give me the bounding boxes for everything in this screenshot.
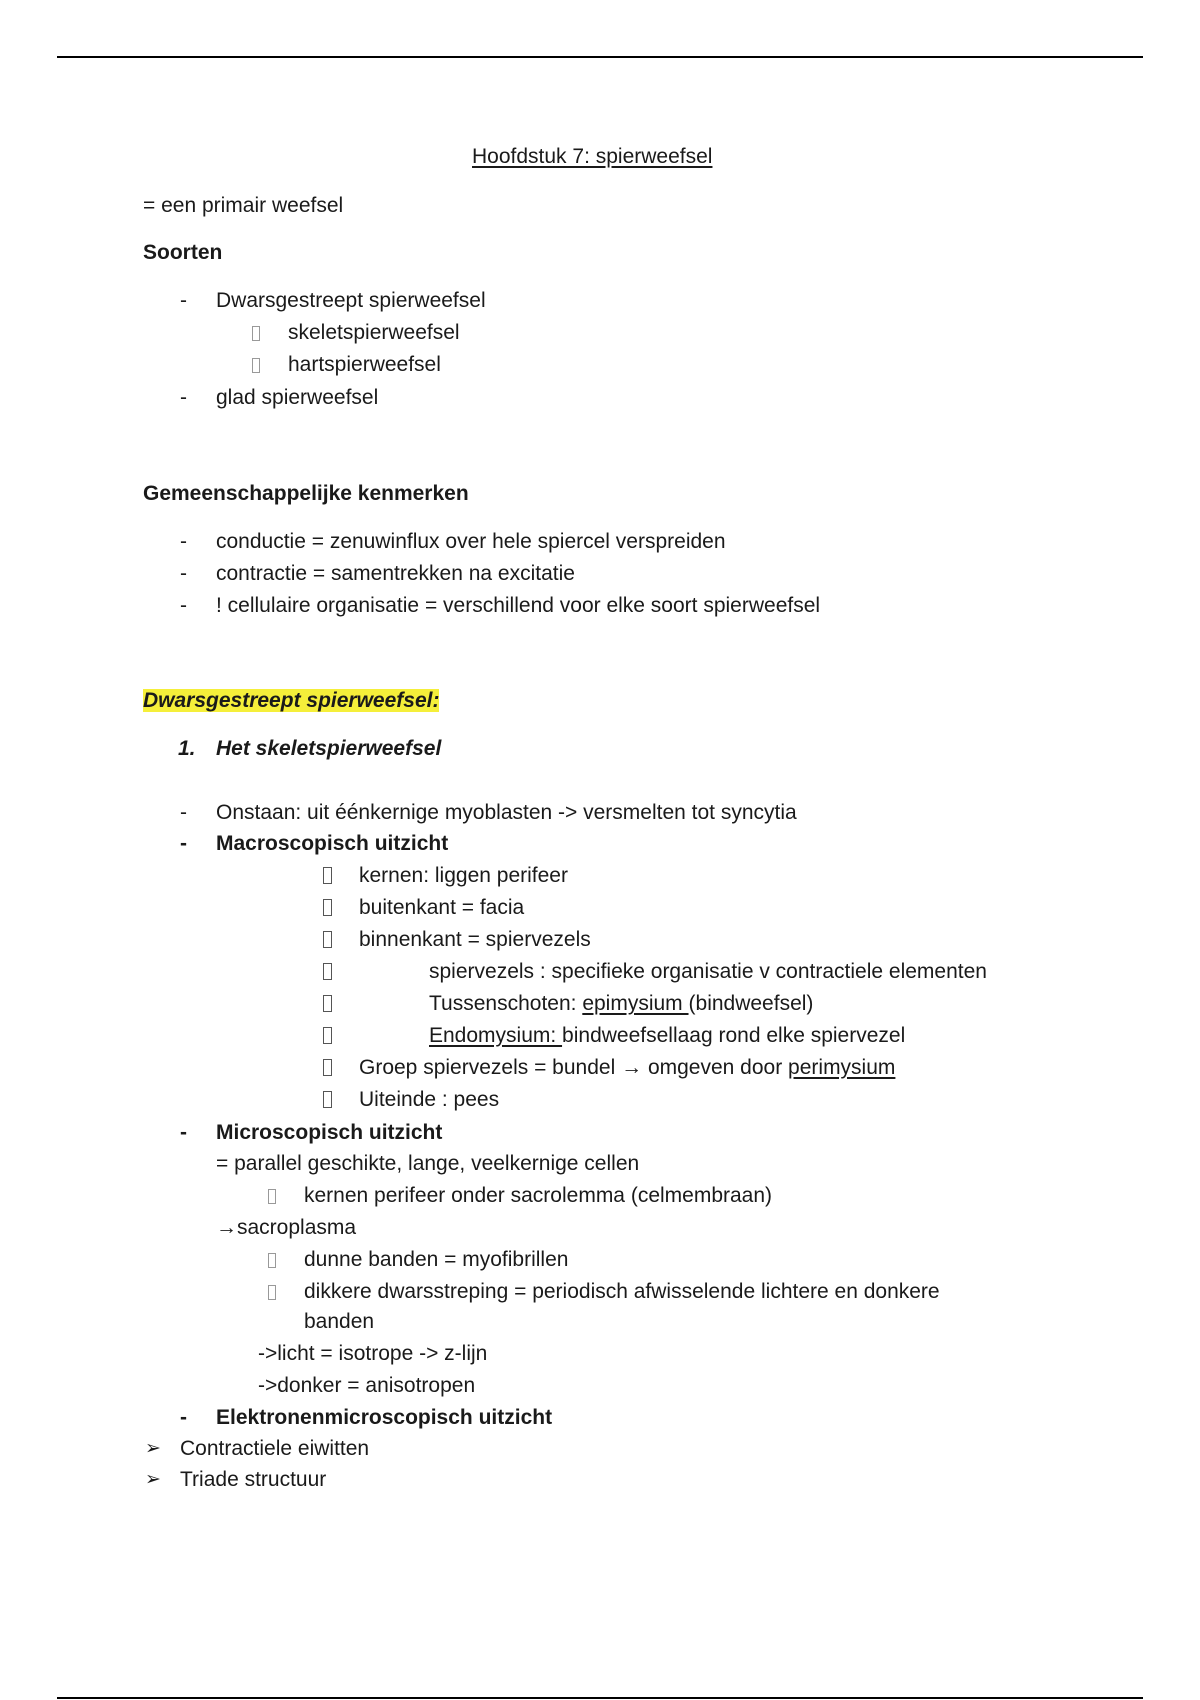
micro-definition: = parallel geschikte, lange, veelkernige cellen: [216, 1152, 640, 1175]
kenmerken-item: ! cellulaire organisatie = verschillend voor elke soort spierweefsel: [216, 594, 821, 617]
elektron-item: Contractiele eiwitten: [180, 1437, 370, 1460]
dash-bullet: -: [180, 289, 187, 312]
micro-heading: Microscopisch uitzicht: [216, 1121, 443, 1144]
section-title: Het skeletspierweefsel: [216, 737, 442, 760]
box-bullet-icon: [323, 1084, 332, 1116]
highlighted-heading-text: Dwarsgestreept spierweefsel:: [143, 689, 440, 712]
macro-item-groep: [359, 1052, 895, 1084]
dash-bullet: -: [180, 832, 187, 855]
macro-item-endomysium: [429, 1020, 905, 1052]
macro-item-spiervezels: spiervezels : specifieke organisatie v contractiele elementen: [429, 960, 987, 983]
tussen-prefix: Tussenschoten:: [429, 992, 583, 1015]
macro-item-kernen: kernen: liggen perifeer: [359, 864, 568, 887]
macro-item-binnenkant: binnenkant = spiervezels: [359, 928, 591, 951]
kenmerken-item: conductie = zenuwinflux over hele spiercel verspreiden: [216, 530, 726, 553]
perimysium-term: perimysium: [788, 1056, 896, 1079]
dwarsgestreept-heading: [143, 685, 439, 717]
macro-item-buitenkant: buitenkant = facia: [359, 896, 525, 919]
box-bullet-icon: [323, 988, 332, 1020]
soorten-subitem-skelet: skeletspierweefsel: [288, 321, 460, 344]
box-bullet-icon: [268, 1276, 276, 1308]
dash-bullet: -: [180, 562, 187, 585]
header-rule: [57, 56, 1143, 58]
box-bullet-icon: [323, 1052, 332, 1084]
dash-bullet: -: [180, 801, 187, 824]
box-bullet-icon: [268, 1180, 276, 1212]
groep-mid: omgeven door: [647, 1056, 783, 1079]
dash-bullet: -: [180, 386, 187, 409]
dash-bullet: -: [180, 594, 187, 617]
arrowhead-bullet-icon: ➢: [145, 1469, 161, 1490]
tussen-suffix: (bindweefsel): [688, 992, 814, 1015]
box-bullet-icon: [252, 317, 260, 349]
soorten-subitem-hart: hartspierweefsel: [288, 353, 441, 376]
section-number: 1.: [178, 737, 196, 760]
box-bullet-icon: [323, 1020, 332, 1052]
soorten-item-glad: glad spierweefsel: [216, 386, 379, 409]
dash-bullet: -: [180, 530, 187, 553]
box-bullet-icon: [268, 1244, 276, 1276]
box-bullet-icon: [323, 924, 332, 956]
page-title: Hoofdstuk 7: spierweefsel: [472, 145, 713, 168]
arrowhead-bullet-icon: ➢: [145, 1438, 161, 1459]
macro-item-tussenschoten: [429, 988, 813, 1020]
micro-licht: ->licht = isotrope -> z-lijn: [258, 1342, 488, 1365]
onstaan-line: Onstaan: uit éénkernige myoblasten -> versmelten tot syncytia: [216, 801, 797, 824]
micro-item-dikkere-cont: banden: [304, 1310, 375, 1333]
epimysium-term: epimysium: [582, 992, 689, 1015]
endomysium-term: Endomysium:: [429, 1024, 563, 1047]
micro-item-dikkere: dikkere dwarsstreping = periodisch afwisselende lichtere en donkere: [304, 1280, 940, 1303]
macro-heading: Macroscopisch uitzicht: [216, 832, 449, 855]
right-arrow-icon: →: [621, 1056, 643, 1079]
dash-bullet: -: [180, 1121, 187, 1144]
box-bullet-icon: [252, 349, 260, 381]
box-bullet-icon: [323, 956, 332, 988]
sacroplasma-text: sacroplasma: [237, 1216, 357, 1239]
micro-item-kernen: kernen perifeer onder sacrolemma (celmembraan): [304, 1184, 773, 1207]
footer-rule: [57, 1697, 1143, 1699]
right-arrow-icon: →: [216, 1216, 237, 1239]
box-bullet-icon: [323, 860, 332, 892]
definition-line: = een primair weefsel: [143, 194, 344, 217]
soorten-heading: Soorten: [143, 241, 223, 264]
elektron-item: Triade structuur: [180, 1468, 327, 1491]
micro-item-dunne: dunne banden = myofibrillen: [304, 1248, 569, 1271]
soorten-item-dwars: Dwarsgestreept spierweefsel: [216, 289, 486, 312]
groep-prefix: Groep spiervezels = bundel: [359, 1056, 616, 1079]
micro-sacroplasma: [216, 1212, 356, 1244]
dash-bullet: -: [180, 1406, 187, 1429]
micro-donker: ->donker = anisotropen: [258, 1374, 476, 1397]
macro-item-uiteinde: Uiteinde : pees: [359, 1088, 500, 1111]
endo-suffix: bindweefsellaag rond elke spiervezel: [562, 1024, 906, 1047]
elektron-heading: Elektronenmicroscopisch uitzicht: [216, 1406, 553, 1429]
box-bullet-icon: [323, 892, 332, 924]
kenmerken-heading: Gemeenschappelijke kenmerken: [143, 482, 469, 505]
kenmerken-item: contractie = samentrekken na excitatie: [216, 562, 575, 585]
